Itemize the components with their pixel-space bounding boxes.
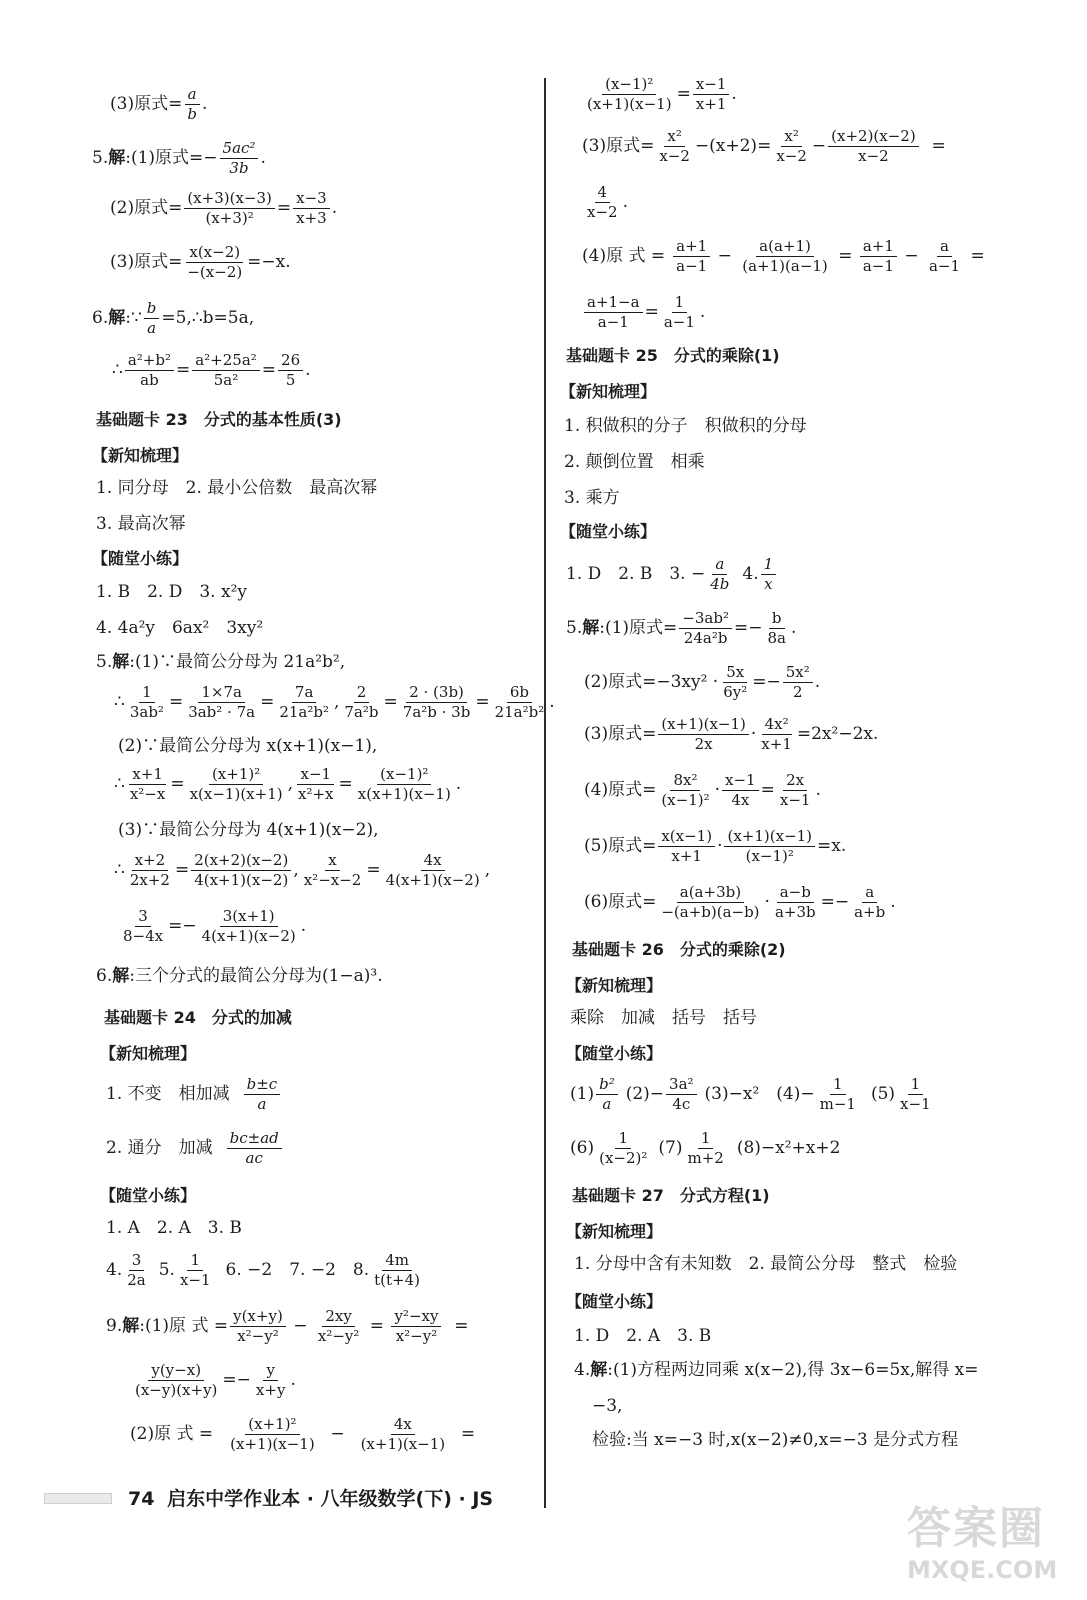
fraction: $\frac{(x+1)(x-1)}{\text{(x−1)²}}$ xyxy=(724,828,815,864)
answer-line: ∴ $\frac{1}{\text{3ab²}}$ = $\frac{1\times 7a}{\text{3ab² · 7a}}$ = $\frac{7a}{\text{21a²b²}}$ , $\frac{2}{\text{7a²b}}$ = $\frac{2 \cdot (3b)}{\text{7a²b · 3b}}$ = $\frac{6b}{\text{21a²b²}}$ . xyxy=(114,683,555,721)
column-divider xyxy=(544,78,546,1508)
solution-label: 解 xyxy=(108,307,126,328)
text: (4)原式= xyxy=(584,779,657,800)
answer-line: (3)原式= $\frac{a}{b}$ . xyxy=(110,85,208,123)
fraction: $\frac{7a}{\text{21a²b²}}$ xyxy=(279,683,330,721)
subsection-heading: 【随堂小练】 xyxy=(560,522,657,541)
fraction: $\frac{1}{a-1}$ xyxy=(663,293,695,331)
fraction: $\frac{\text{4x²}}{x+1}$ xyxy=(761,715,792,753)
fraction: $\frac{\text{(x−1)²}}{x(x+1)(x-1)}$ xyxy=(357,765,451,803)
item-number: 6. xyxy=(96,966,113,986)
answer-line: (3)原式= $\frac{(x+1)(x-1)}{2x}$ · $\frac{\text{4x²}}{x+1}$ =2x²−2x. xyxy=(584,715,879,753)
fraction: $\frac{x+1}{\text{x²−x}}$ xyxy=(129,765,166,803)
fraction: $\frac{\text{3a²}}{4c}$ xyxy=(666,1076,697,1112)
fraction: $\frac{(x+3)(x-3)}{\text{(x+3)²}}$ xyxy=(184,190,275,226)
item-number: 5. xyxy=(92,147,109,168)
fraction: $\frac{b}{8a}$ xyxy=(767,609,786,647)
text: (3)原式= xyxy=(110,251,183,272)
fraction: $\frac{x-1}{\text{x²+x}}$ xyxy=(298,765,334,803)
fraction: $\frac{\text{(x+1)²}}{x(x-1)(x+1)}$ xyxy=(189,765,283,803)
fraction: $\frac{\text{y²−xy}}{\text{x²−y²}}$ xyxy=(391,1308,441,1344)
item-number: 6. xyxy=(92,307,109,328)
fraction: $\frac{b\pm c}{a}$ xyxy=(244,1076,281,1112)
answer-line: 1. B 2. D 3. x²y xyxy=(96,582,247,602)
fraction: $\frac{x(x-1)}{x+1}$ xyxy=(658,828,715,864)
answer-line: 3. 最高次幂 xyxy=(96,514,186,534)
section-title: 基础题卡 24 分式的加减 xyxy=(104,1008,292,1027)
answer-line: (6)原式= $\frac{a(a+3b)}{-(a+b)(a-b)}$ · $\frac{a-b}{a+3b}$ =− $\frac{a}{a+b}$ . xyxy=(584,883,896,921)
answer-line: 2. 颠倒位置 相乘 xyxy=(564,452,705,472)
text: (5) xyxy=(870,1083,896,1104)
text: (2)− xyxy=(625,1083,665,1104)
text: (3)原式= xyxy=(584,723,657,744)
fraction: $\frac{1}{x-1}$ xyxy=(179,1251,211,1289)
answer-line: ∴ $\frac{x+2}{2x+2}$ = $\frac{2(x+2)(x-2)}{4(x+1)(x-2)}$ , $\frac{x}{\text{x²−x−2}}$ = $\frac{4x}{4(x+1)(x-2)}$ , xyxy=(114,851,491,889)
subsection-heading: 【新知梳理】 xyxy=(92,446,189,465)
solution-label: 解 xyxy=(122,1315,140,1336)
section-title: 基础题卡 26 分式的乘除(2) xyxy=(572,940,786,959)
fraction: $\frac{a}{4b}$ xyxy=(710,555,730,593)
fraction: $\frac{26}{5}$ xyxy=(278,352,303,388)
text: (8)−x²+x+2 xyxy=(736,1137,841,1158)
fraction: $\frac{\text{5ac²}}{3b}$ xyxy=(220,140,259,176)
text: 1. 不变 相加减 xyxy=(106,1083,230,1104)
fraction: $\frac{4x}{(x+1)(x-1)}$ xyxy=(360,1415,446,1453)
fraction: $\frac{1}{\text{3ab²}}$ xyxy=(129,683,164,721)
answer-line xyxy=(570,1076,936,1112)
text: :(1)∵最简公分母为 21a²b², xyxy=(129,652,346,672)
section-title: 基础题卡 23 分式的基本性质(3) xyxy=(96,410,342,429)
answer-line: $\frac{3}{8-4x}$ =− $\frac{3(x+1)}{4(x+1)(x-2)}$ . xyxy=(118,908,306,944)
fraction: $\frac{1}{x-1}$ xyxy=(900,1075,931,1113)
text: (3)−x² (4)− xyxy=(704,1083,815,1104)
fraction: $\frac{3(x+1)}{4(x+1)(x-2)}$ xyxy=(201,907,296,945)
solution-label: 解 xyxy=(590,1360,608,1380)
answer-line: (2)原式= $\frac{(x+3)(x-3)}{\text{(x+3)²}}$ = $\frac{x-3}{x+3}$ . xyxy=(110,189,338,227)
answer-line: (2)原 式 = $\frac{\text{(x+1)²}}{(x+1)(x-1)}$ − $\frac{4x}{(x+1)(x-1)}$ = xyxy=(130,1415,476,1453)
fraction: $\frac{1}{x}$ xyxy=(761,556,777,592)
subsection-heading: 【新知梳理】 xyxy=(100,1044,197,1063)
answer-line: ∴ $\frac{x+1}{\text{x²−x}}$ = $\frac{\text{(x+1)²}}{x(x-1)(x+1)}$ , $\frac{x-1}{\text{x²+x}}$ = $\frac{\text{(x−1)²}}{x(x+1)(x-1)}$ . xyxy=(114,765,462,803)
watermark-url: MXQE.COM xyxy=(907,1556,1058,1584)
fraction: $\frac{3}{2a}$ xyxy=(127,1251,146,1289)
fraction: $\frac{a}{b}$ xyxy=(184,86,200,122)
fraction: $\frac{\text{a²+25a²}}{\text{5a²}}$ xyxy=(192,352,260,388)
fraction: $\frac{4x}{4(x+1)(x-2)}$ xyxy=(385,851,480,889)
answer-line: (2)∵最简公分母为 x(x+1)(x−1), xyxy=(118,736,378,756)
answer-line: 1. 积做积的分子 积做积的分母 xyxy=(564,416,807,436)
fraction: $\frac{\text{x²}}{x-2}$ xyxy=(659,127,690,165)
page-footer xyxy=(128,1484,493,1511)
fraction: $\frac{4}{x-2}$ xyxy=(587,183,618,221)
text: :(1)原式= xyxy=(599,617,678,638)
answer-line: (2)原式=−3xy² · $\frac{5x}{\text{6y²}}$ =− $\frac{\text{5x²}}{2}$ . xyxy=(584,663,821,701)
answer-line: 1. 同分母 2. 最小公倍数 最高次幂 xyxy=(96,478,378,498)
fraction: $\frac{a(a+1)}{(a+1)(a-1)}$ xyxy=(742,237,828,275)
answer-line xyxy=(96,652,345,672)
fraction: $\frac{x(x-2)}{-(x-2)}$ xyxy=(187,243,243,281)
fraction: $\frac{a+1}{a-1}$ xyxy=(673,238,710,274)
fraction: $\frac{\text{b²}}{a}$ xyxy=(596,1076,618,1112)
text: (2)原式=−3xy² · xyxy=(584,671,719,692)
fraction: $\frac{2 \cdot (3b)}{\text{7a²b · 3b}}$ xyxy=(402,683,471,721)
footer-decoration xyxy=(44,1493,112,1504)
subsection-heading: 【新知梳理】 xyxy=(566,976,663,995)
fraction: $\frac{x}{\text{x²−x−2}}$ xyxy=(303,851,362,889)
fraction: $\frac{1}{\text{(x−2)²}}$ xyxy=(599,1129,648,1167)
answer-line: $\frac{y(y-x)}{(x-y)(x+y)}$ =− $\frac{y}{x+y}$ . xyxy=(130,1362,296,1398)
answer-line: 1. 分母中含有未知数 2. 最简公分母 整式 检验 xyxy=(574,1254,958,1274)
answer-line: $\frac{4}{x-2}$ . xyxy=(582,184,628,220)
answer-line xyxy=(106,1076,282,1112)
answer-line: $\frac{\text{(x−1)²}}{(x+1)(x-1)}$ = $\frac{x-1}{x+1}$ . xyxy=(582,76,737,112)
answer-line: 1. A 2. A 3. B xyxy=(106,1218,242,1238)
item-number: 9. xyxy=(106,1315,123,1336)
answer-line: (5)原式= $\frac{x(x-1)}{x+1}$ · $\frac{(x+1)(x-1)}{\text{(x−1)²}}$ =x. xyxy=(584,827,847,865)
text: (6) xyxy=(570,1137,595,1158)
answer-line: (4)原式= $\frac{\text{8x²}}{\text{(x−1)²}}$ · $\frac{x-1}{4x}$ = $\frac{2x}{x-1}$ . xyxy=(584,771,821,809)
fraction: $\frac{2}{\text{7a²b}}$ xyxy=(344,683,379,721)
answer-line: 4. 4a²y 6ax² 3xy² xyxy=(96,618,264,638)
item-number: 5. xyxy=(158,1259,175,1280)
fraction: $\frac{5x}{\text{6y²}}$ xyxy=(723,663,748,701)
fraction: $\frac{x-1}{4x}$ xyxy=(722,772,759,808)
fraction: $\frac{\text{(x−1)²}}{(x+1)(x-1)}$ xyxy=(587,75,672,113)
watermark-mark: 答案圈 xyxy=(907,1503,1045,1554)
text: (2)原式= xyxy=(110,197,183,218)
fraction: $\frac{(x+1)(x-1)}{2x}$ xyxy=(658,716,749,752)
fraction: $\frac{x-3}{x+3}$ xyxy=(293,190,330,226)
fraction: $\frac{\text{5x²}}{2}$ xyxy=(783,664,813,700)
fraction: $\frac{a+1-a}{a-1}$ xyxy=(584,294,643,330)
fraction: $\frac{1}{m-1}$ xyxy=(819,1075,856,1113)
subsection-heading: 【随堂小练】 xyxy=(92,549,189,568)
page-number: 74 xyxy=(128,1488,155,1510)
fraction: $\frac{2xy}{\text{x²−y²}}$ xyxy=(317,1307,360,1345)
text: :∵ xyxy=(125,307,142,328)
answer-line: 1. D 2. A 3. B xyxy=(574,1326,712,1346)
text: (3)原式= xyxy=(582,135,655,156)
item-number: 4. xyxy=(106,1259,123,1280)
answer-line xyxy=(574,1360,979,1380)
answer-line xyxy=(106,1252,425,1288)
text: 2. 通分 加减 xyxy=(106,1137,213,1158)
fraction: $\frac{a}{a-1}$ xyxy=(928,237,961,275)
subsection-heading: 【随堂小练】 xyxy=(566,1292,663,1311)
text: (3)原式= xyxy=(110,93,183,114)
fraction: $\frac{(x+2)(x-2)}{x-2}$ xyxy=(828,128,919,164)
text: (7) xyxy=(658,1137,683,1158)
answer-line: (3)原式= $\frac{\text{x²}}{x-2}$ −(x+2)= $\frac{\text{x²}}{x-2}$ − $\frac{(x+2)(x-2)}{x-2}$ = xyxy=(582,127,946,165)
solution-label: 解 xyxy=(582,617,600,638)
text: 6. −2 7. −2 8. xyxy=(225,1259,370,1280)
fraction: $\frac{a-b}{a+3b}$ xyxy=(774,883,816,921)
text: ∴ xyxy=(112,359,123,380)
text: :(1)原式=− xyxy=(125,147,218,168)
solution-label: 解 xyxy=(112,652,130,672)
text: ∴ xyxy=(114,691,125,712)
fraction: $\frac{4m}{t(t+4)}$ xyxy=(374,1251,421,1289)
answer-line: (4)原 式 = $\frac{a+1}{a-1}$ − $\frac{a(a+1)}{(a+1)(a-1)}$ = $\frac{a+1}{a-1}$ − $\frac{a}{a-1}$ = xyxy=(582,237,985,275)
answer-line xyxy=(106,1130,284,1166)
text: (5)原式= xyxy=(584,835,657,856)
text: :(1)方程两边同乘 x(x−2),得 3x−6=5x,解得 x= xyxy=(607,1360,979,1380)
item-number: 5. xyxy=(566,617,583,638)
fraction: $\frac{\text{x²}}{x-2}$ xyxy=(776,127,807,165)
answer-line: 9. 解 :(1)原 式 = $\frac{y(x+y)}{\text{x²−y²}}$ − $\frac{2xy}{\text{x²−y²}}$ = $\frac{\text{y²−xy}}{\text{x²−y²}}$ = xyxy=(106,1307,469,1345)
fraction: $\frac{x+2}{2x+2}$ xyxy=(129,851,170,889)
section-title: 基础题卡 25 分式的乘除(1) xyxy=(566,346,780,365)
subsection-heading: 【新知梳理】 xyxy=(566,1222,663,1241)
fraction: $\frac{bc\pm ad}{ac}$ xyxy=(227,1130,282,1166)
fraction: $\frac{\text{(x+1)²}}{(x+1)(x-1)}$ xyxy=(230,1415,315,1453)
fraction: $\frac{x-1}{x+1}$ xyxy=(693,76,730,112)
fraction: $\frac{2x}{x-1}$ xyxy=(779,771,811,809)
item-number: 4. xyxy=(574,1360,591,1380)
answer-line: (3)∵最简公分母为 4(x+1)(x−2), xyxy=(118,820,379,840)
answer-line: 5. 解 :(1)原式= $\frac{\text{−3ab²}}{\text{24a²b}}$ =− $\frac{b}{8a}$ . xyxy=(566,609,797,647)
answer-line xyxy=(96,966,383,986)
subsection-heading: 【随堂小练】 xyxy=(100,1186,197,1205)
fraction: $\frac{b}{a}$ xyxy=(144,300,160,336)
answer-line xyxy=(570,1130,840,1166)
subsection-heading: 【新知梳理】 xyxy=(560,382,657,401)
text: 1. D 2. B 3. − xyxy=(566,563,706,584)
answer-line: $\frac{a+1-a}{a-1}$ = $\frac{1}{a-1}$ . xyxy=(582,294,705,330)
text: :三个分式的最简公分母为(1−a)³. xyxy=(129,966,383,986)
answer-line: −3, xyxy=(592,1396,623,1416)
item-number: 5. xyxy=(96,652,113,672)
text: (6)原式= xyxy=(584,891,657,912)
text: ∴ xyxy=(114,859,125,880)
item-number: 4. xyxy=(742,563,759,584)
fraction: $\frac{y(x+y)}{\text{x²−y²}}$ xyxy=(230,1308,286,1344)
answer-line: 3. 乘方 xyxy=(564,488,620,508)
answer-line: 检验:当 x=−3 时,x(x−2)≠0,x=−3 是分式方程 xyxy=(592,1430,959,1450)
solution-label: 解 xyxy=(108,147,126,168)
fraction: $\frac{\text{−3ab²}}{\text{24a²b}}$ xyxy=(679,610,732,646)
answer-line xyxy=(566,556,778,592)
subsection-heading: 【随堂小练】 xyxy=(566,1044,663,1063)
text: (1) xyxy=(570,1083,595,1104)
answer-line: 5. 解 :(1)原式=− $\frac{\text{5ac²}}{3b}$ . xyxy=(92,139,266,177)
answer-line: 乘除 加减 括号 括号 xyxy=(570,1008,757,1028)
fraction: $\frac{a(a+3b)}{-(a+b)(a-b)}$ xyxy=(661,883,760,921)
fraction: $\frac{1}{m+2}$ xyxy=(687,1129,724,1167)
fraction: $\frac{a+1}{a-1}$ xyxy=(860,238,897,274)
fraction: $\frac{\text{a²+b²}}{ab}$ xyxy=(125,352,174,388)
text: =5,∴b=5a, xyxy=(161,307,255,328)
solution-label: 解 xyxy=(112,966,130,986)
book-title: 启东中学作业本 · 八年级数学(下) · JS xyxy=(167,1488,494,1510)
answer-line xyxy=(92,300,254,336)
text: ∴ xyxy=(114,773,125,794)
answer-line: ∴ $\frac{\text{a²+b²}}{ab}$ = $\frac{\text{a²+25a²}}{\text{5a²}}$ = $\frac{26}{5}$ . xyxy=(112,351,311,389)
text: :(1)原 式 = xyxy=(139,1315,229,1336)
section-title: 基础题卡 27 分式方程(1) xyxy=(572,1186,770,1205)
fraction: $\frac{y(y-x)}{(x-y)(x+y)}$ xyxy=(135,1361,218,1399)
fraction: $\frac{6b}{\text{21a²b²}}$ xyxy=(494,683,545,721)
watermark-logo xyxy=(907,1492,1057,1582)
fraction: $\frac{1\times 7a}{\text{3ab² · 7a}}$ xyxy=(188,683,256,721)
answer-line: (3)原式= $\frac{x(x-2)}{-(x-2)}$ =−x. xyxy=(110,243,291,281)
fraction: $\frac{3}{8-4x}$ xyxy=(123,907,164,945)
text: (2)原 式 = xyxy=(130,1423,214,1444)
fraction: $\frac{a}{a+b}$ xyxy=(854,883,886,921)
fraction: $\frac{\text{8x²}}{\text{(x−1)²}}$ xyxy=(661,771,710,809)
fraction: $\frac{2(x+2)(x-2)}{4(x+1)(x-2)}$ xyxy=(191,852,291,888)
text: (4)原 式 = xyxy=(582,245,666,266)
fraction: $\frac{y}{x+y}$ xyxy=(255,1361,286,1399)
